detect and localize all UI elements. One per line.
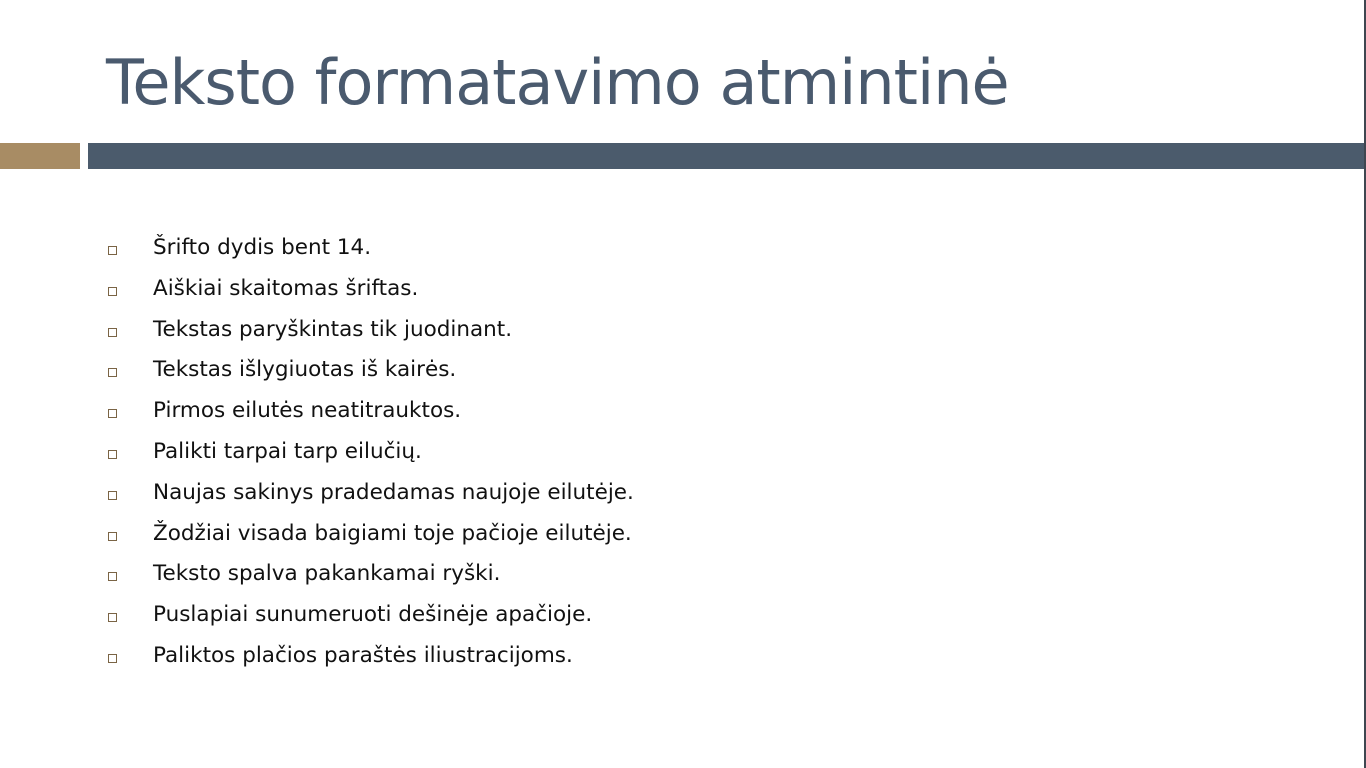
bullet-text: Aiškiai skaitomas šriftas.	[153, 275, 419, 301]
bullet-text: Žodžiai visada baigiami toje pačioje eilutėje.	[153, 520, 632, 546]
title-divider-bar	[88, 143, 1364, 169]
bullet-text: Puslapiai sunumeruoti dešinėje apačioje.	[153, 602, 593, 628]
square-bullet-icon	[108, 409, 117, 418]
square-bullet-icon	[108, 613, 117, 622]
bullet-text: Šrifto dydis bent 14.	[153, 235, 372, 260]
slide-title: Teksto formatavimo atmintinė	[106, 46, 1009, 119]
bullet-text: Naujas sakinys pradedamas naujoje eilutėje.	[153, 479, 634, 505]
title-accent-bar	[0, 143, 80, 169]
square-bullet-icon	[108, 654, 117, 663]
square-bullet-icon	[108, 532, 117, 541]
bullet-text: Tekstas išlygiuotas iš kairės.	[153, 357, 457, 383]
square-bullet-icon	[108, 287, 117, 296]
square-bullet-icon	[108, 246, 117, 255]
square-bullet-icon	[108, 328, 117, 337]
square-bullet-icon	[108, 572, 117, 581]
bullet-text: Palikti tarpai tarp eilučių.	[153, 438, 422, 464]
bullet-text: Paliktos plačios paraštės iliustracijoms.	[153, 642, 573, 668]
square-bullet-icon	[108, 491, 117, 500]
square-bullet-icon	[108, 450, 117, 459]
bullet-text: Tekstas paryškintas tik juodinant.	[153, 316, 513, 342]
square-bullet-icon	[108, 368, 117, 377]
bullet-text: Teksto spalva pakankamai ryški.	[153, 561, 501, 587]
bullet-text: Pirmos eilutės neatitrauktos.	[153, 398, 462, 424]
